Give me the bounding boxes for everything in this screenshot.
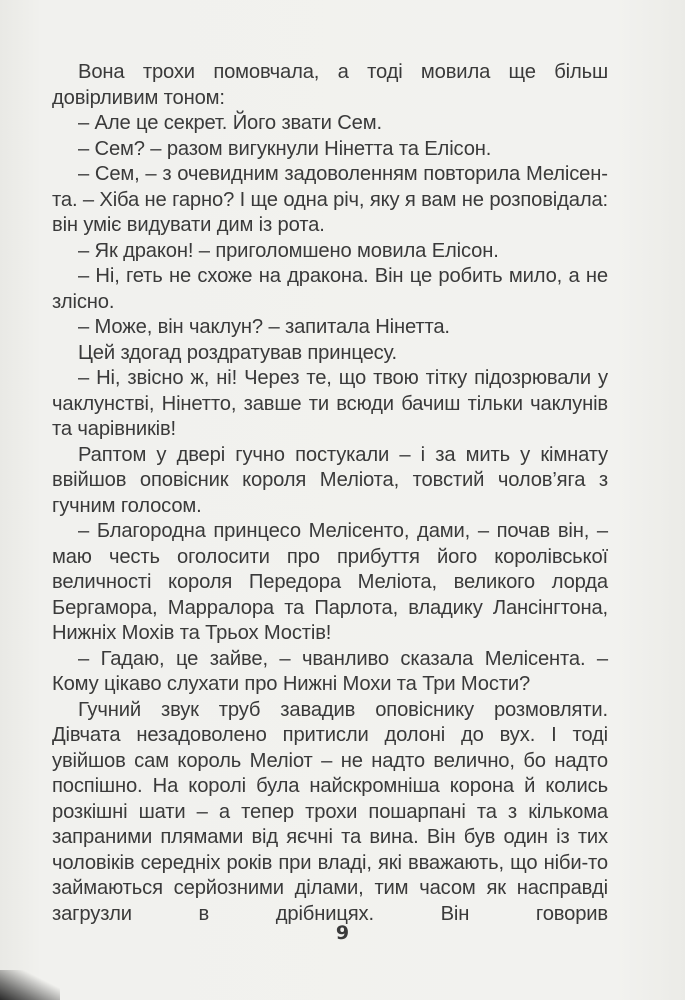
paragraph-5: – Як дракон! – приголомшено мовила Елісон. [78, 239, 499, 262]
paragraph-7: – Може, він чаклун? – запитала Нінетта. [78, 316, 450, 338]
paragraph-8: Цей здогад роздратував принцесу. [78, 341, 397, 364]
paragraph-10: Раптом у двері гучно постукали – і за мить у кімнату ввійшов оповісник короля Меліота, товстий чолов’яга з гучним голосом. [52, 443, 608, 517]
paragraph-2: – Але це секрет. Його звати Сем. [78, 112, 382, 134]
paragraph-12: – Гадаю, це зайве, – чванливо сказала Мелісента. – Кому цікаво слухати про Нижні Мохи та Три Мости? [52, 647, 608, 695]
page-number: 9 [335, 922, 350, 944]
paragraph-4: – Сем, – з очевидним задоволенням повторила Мелісента. – Хіба не гарно? І ще одна річ, яку я вам не розповідала: він уміє видувати дим із рота. [52, 163, 608, 236]
page-corner-shadow [0, 970, 60, 1000]
paragraph-13: Гучний звук труб завадив оповіснику розмовляти. Дівчата незадоволено притисли долоні до вух. І тоді увійшов сам король Меліот – не надто велично, бо надто поспішно. На королі була найскромніша корона й колись розкішні шати – а тепер трохи пошарпані та з кількома запраними плямами від яєчні та вина. Він був один із тих чоловіків середніх років при владі, які вважають, що ніби-то займаються серйозними ділами, тим часом як насправді загрузли в дрібницях. Він говорив [52, 698, 608, 925]
body-text [52, 60, 608, 927]
paragraph-3: – Сем? – разом вигукнули Нінетта та Елісон. [78, 137, 492, 160]
paragraph-1: Вона трохи помовчала, а тоді мовила ще більш довірливим тоном: [52, 61, 608, 109]
paragraph-6: – Ні, геть не схоже на дракона. Він це робить мило, а не злісно. [52, 265, 608, 313]
paragraph-9: – Ні, звісно ж, ні! Через те, що твою тітку підозрювали у чаклунстві, Нінетто, завше ти всюди бачиш тільки чаклунів та чарівників! [52, 367, 608, 440]
paragraph-11: – Благородна принцесо Мелісенто, дами, – почав він, – маю честь оголосити про прибуття його королівської величності короля Передора Меліота, великого лорда Бергамора, Марралора та Парлота, владику Лансінгтона, Нижніх Мохів та Трьох Мостів! [52, 520, 608, 644]
